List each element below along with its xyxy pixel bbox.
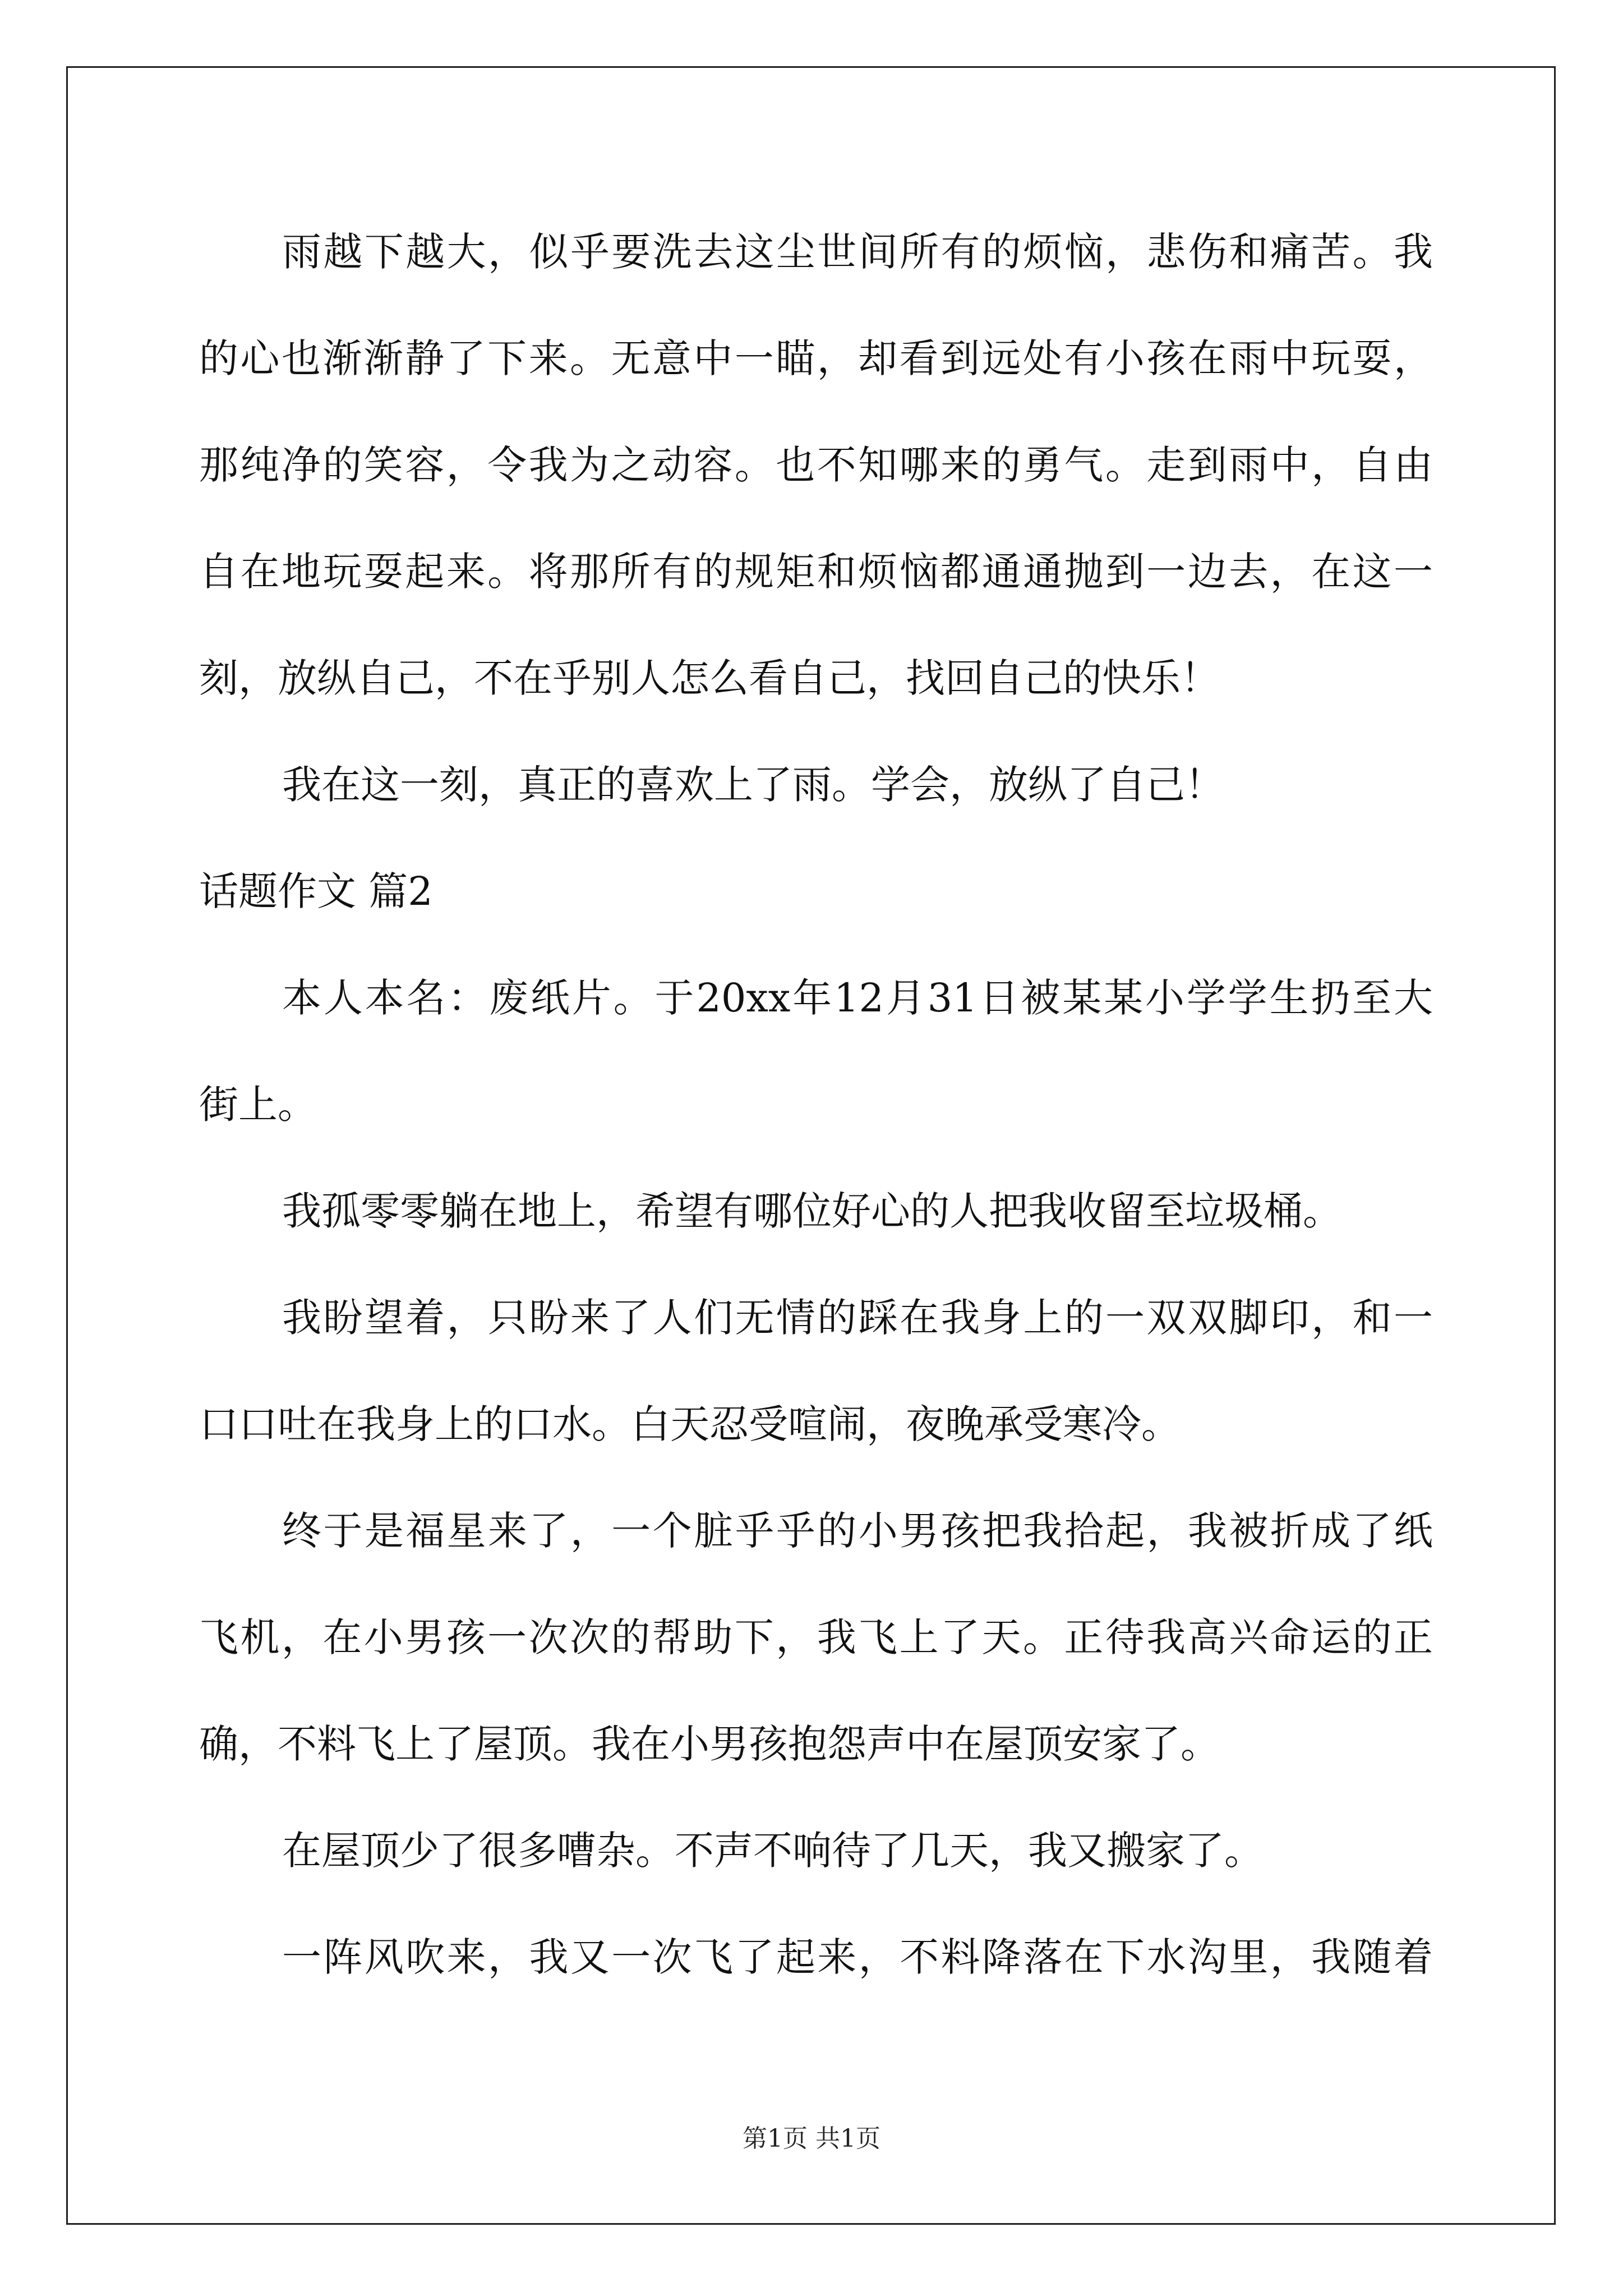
paragraph-line: 雨越下越大，似乎要洗去这尘世间所有的烦恼，悲伤和痛苦。我 (282, 229, 1433, 275)
paragraph-line: 终于是福星来了，一个脏乎乎的小男孩把我拾起，我被折成了纸 (282, 1508, 1433, 1554)
paragraph-line: 的心也渐渐静了下来。无意中一瞄，却看到远处有小孩在雨中玩耍， (199, 335, 1433, 381)
paragraph-line: 口口吐在我身上的口水。白天忍受喧闹，夜晚承受寒冷。 (199, 1401, 1181, 1447)
paragraph-line: 本人本名：废纸片。于20xx年12月31日被某某小学学生扔至大 (282, 975, 1433, 1021)
paragraph-line: 我盼望着，只盼来了人们无情的踩在我身上的一双双脚印，和一 (282, 1295, 1433, 1341)
paragraph-line: 自在地玩耍起来。将那所有的规矩和烦恼都通通抛到一边去，在这一 (199, 549, 1433, 595)
paragraph-line: 确，不料飞上了屋顶。我在小男孩抱怨声中在屋顶安家了。 (199, 1721, 1220, 1767)
paragraph-line: 飞机，在小男孩一次次的帮助下，我飞上了天。正待我高兴命运的正 (199, 1614, 1433, 1660)
paragraph-line: 刻，放纵自己，不在乎别人怎么看自己，找回自己的快乐！ (199, 655, 1220, 701)
paragraph-line: 在屋顶少了很多嘈杂。不声不响待了几天，我又搬家了。 (282, 1828, 1264, 1874)
section-heading: 话题作文 篇2 (199, 868, 433, 914)
paragraph-line: 街上。 (199, 1082, 317, 1128)
paragraph-line: 那纯净的笑容，令我为之动容。也不知哪来的勇气。走到雨中，自由 (199, 442, 1433, 488)
page-border (66, 66, 1556, 2225)
paragraph-line: 一阵风吹来，我又一次飞了起来，不料降落在下水沟里，我随着 (282, 1934, 1433, 1980)
paragraph-line: 我孤零零躺在地上，希望有哪位好心的人把我收留至垃圾桶。 (282, 1188, 1342, 1234)
page-footer: 第1页 共1页 (743, 2124, 880, 2153)
paragraph-line: 我在这一刻，真正的喜欢上了雨。学会，放纵了自己！ (282, 762, 1224, 808)
